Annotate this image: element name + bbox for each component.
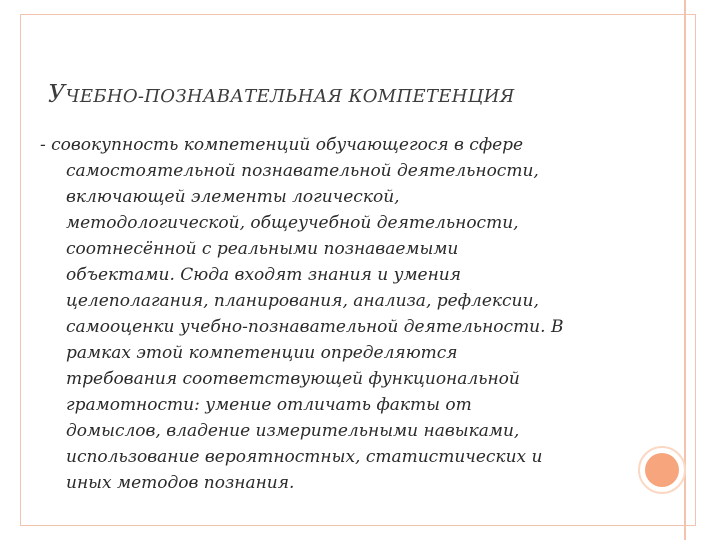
slide-body	[40, 132, 640, 496]
decorative-circle-fill	[645, 453, 679, 487]
body-line: требования соответствующей функциональной	[66, 369, 520, 389]
body-line: иных методов познания.	[66, 473, 295, 493]
body-line: методологической, общеучебной деятельности,	[66, 213, 519, 233]
body-line: целеполагания, планирования, анализа, рефлексии,	[66, 291, 539, 311]
title-rest: ЧЕБНО-ПОЗНАВАТЕЛЬНАЯ КОМПЕТЕНЦИЯ	[65, 86, 515, 107]
title-first-letter: У	[48, 80, 66, 108]
body-line: объектами. Сюда входят знания и умения	[66, 265, 462, 285]
body-line: рамках этой компетенции определяются	[66, 343, 458, 363]
body-line: - совокупность компетенций обучающегося в сфере	[40, 135, 524, 155]
body-line: соотнесённой с реальными познаваемыми	[66, 239, 459, 259]
decorative-vertical-line	[684, 0, 686, 540]
body-line: использование вероятностных, статистических и	[66, 447, 543, 467]
body-line: самостоятельной познавательной деятельности,	[66, 161, 539, 181]
body-line: включающей элементы логической,	[66, 187, 400, 207]
slide-title	[48, 80, 515, 108]
body-line: домыслов, владение измерительными навыками,	[66, 421, 520, 441]
body-line: грамотности: умение отличать факты от	[66, 395, 472, 415]
decorative-circle	[638, 446, 686, 494]
body-line: самооценки учебно-познавательной деятельности. В	[66, 317, 564, 337]
